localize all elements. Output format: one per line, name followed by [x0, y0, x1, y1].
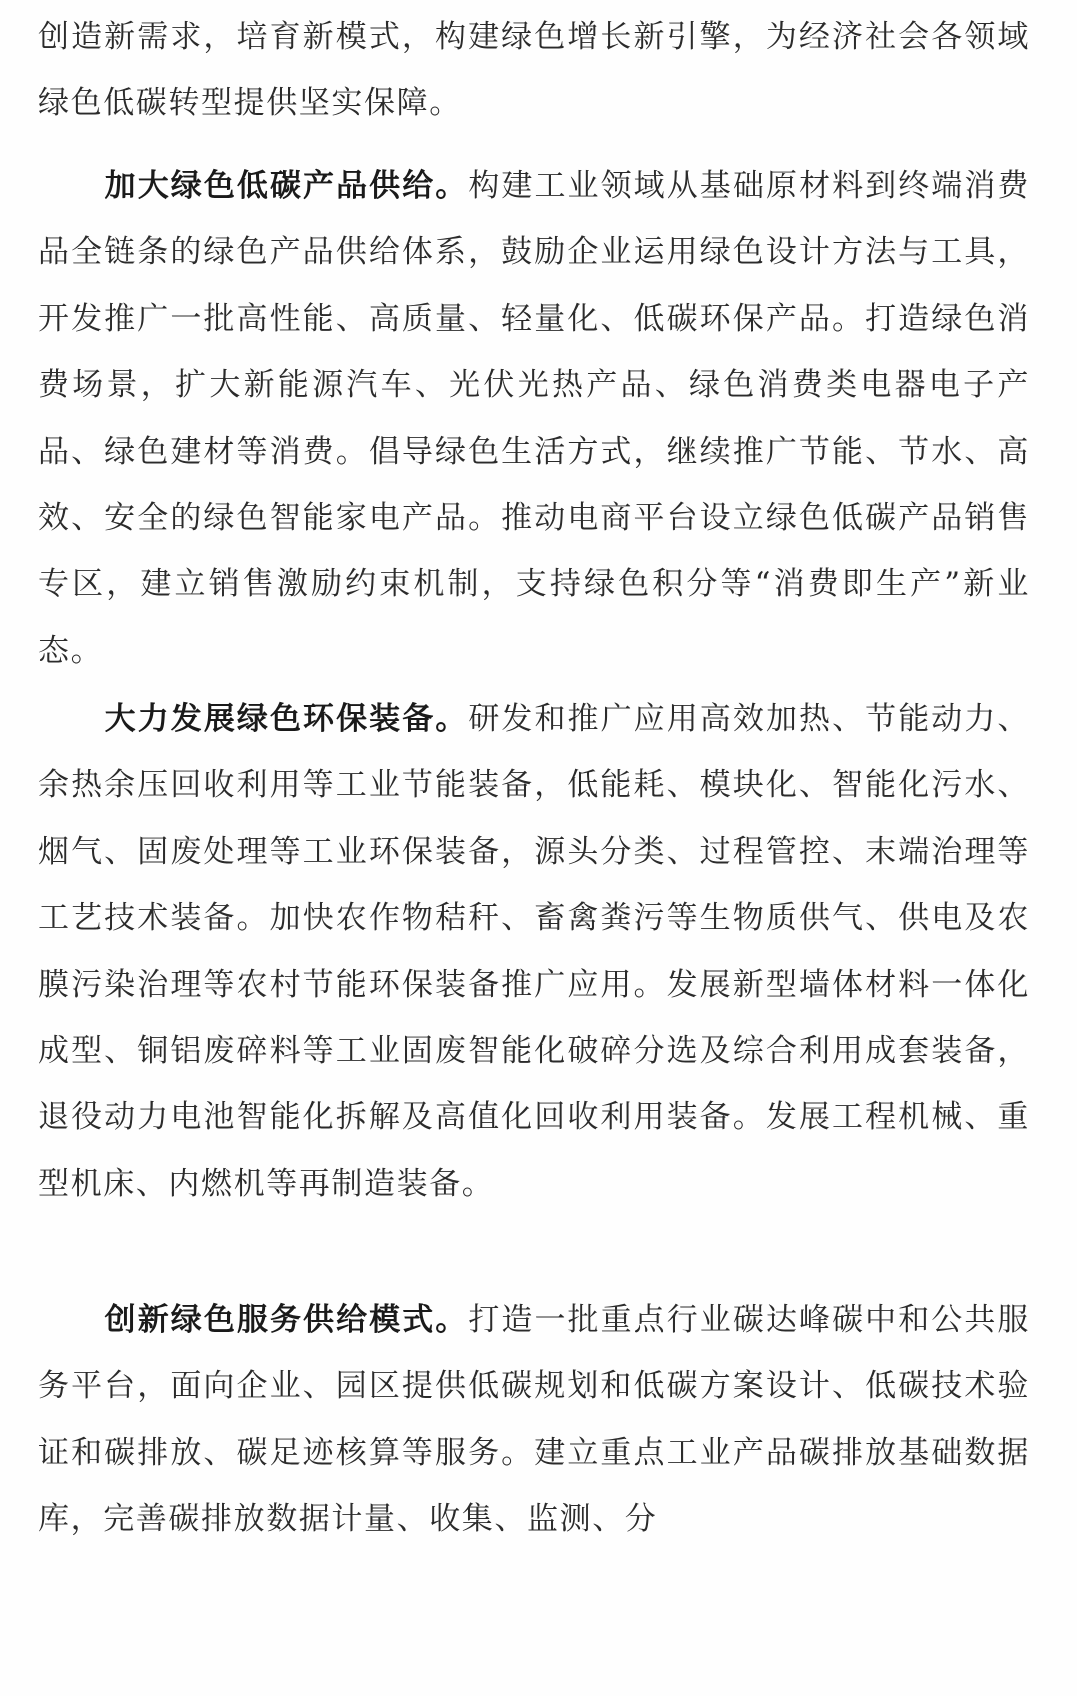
paragraph [38, 153, 1030, 684]
paragraph-body: 构建工业领域从基础原材料到终端消费品全链条的绿色产品供给体系，鼓励企业运用绿色设计方法与工具，开发推广一批高性能、高质量、轻量化、低碳环保产品。打造绿色消费场景，扩大新能源汽车、光伏光热产品、绿色消费类电器电子产品、绿色建材等消费。倡导绿色生活方式，继续推广节能、节水、高效、安全的绿色智能家电产品。推动电商平台设立绿色低碳产品销售专区，建立销售激励约束机制，支持绿色积分等“消费即生产”新业态。 [38, 168, 1030, 669]
paragraph-heading: 加大绿色低碳产品供给。 [104, 168, 469, 204]
paragraph-heading: 大力发展绿色环保装备。 [104, 701, 469, 737]
paragraph-green-products [38, 153, 1030, 684]
paragraph [38, 1287, 1030, 1553]
paragraph [38, 686, 1030, 1217]
paragraph-body: 创造新需求，培育新模式，构建绿色增长新引擎，为经济社会各领域绿色低碳转型提供坚实保障。 [38, 19, 1030, 122]
paragraph-heading: 创新绿色服务供给模式。 [104, 1302, 469, 1338]
paragraph-continuation [38, 4, 1030, 137]
paragraph-body: 打造一批重点行业碳达峰碳中和公共服务平台，面向企业、园区提供低碳规划和低碳方案设计、低碳技术验证和碳排放、碳足迹核算等服务。建立重点工业产品碳排放基础数据库，完善碳排放数据计量、收集、监测、分 [38, 1302, 1030, 1538]
paragraph-green-equipment [38, 686, 1030, 1217]
paragraph-green-services [38, 1287, 1030, 1553]
paragraph-body: 研发和推广应用高效加热、节能动力、余热余压回收利用等工业节能装备，低能耗、模块化、智能化污水、烟气、固废处理等工业环保装备，源头分类、过程管控、末端治理等工艺技术装备。加快农作物秸秆、畜禽粪污等生物质供气、供电及农膜污染治理等农村节能环保装备推广应用。发展新型墙体材料一体化成型、铜铝废碎料等工业固废智能化破碎分选及综合利用成套装备，退役动力电池智能化拆解及高值化回收利用装备。发展工程机械、重型机床、内燃机等再制造装备。 [38, 701, 1030, 1202]
